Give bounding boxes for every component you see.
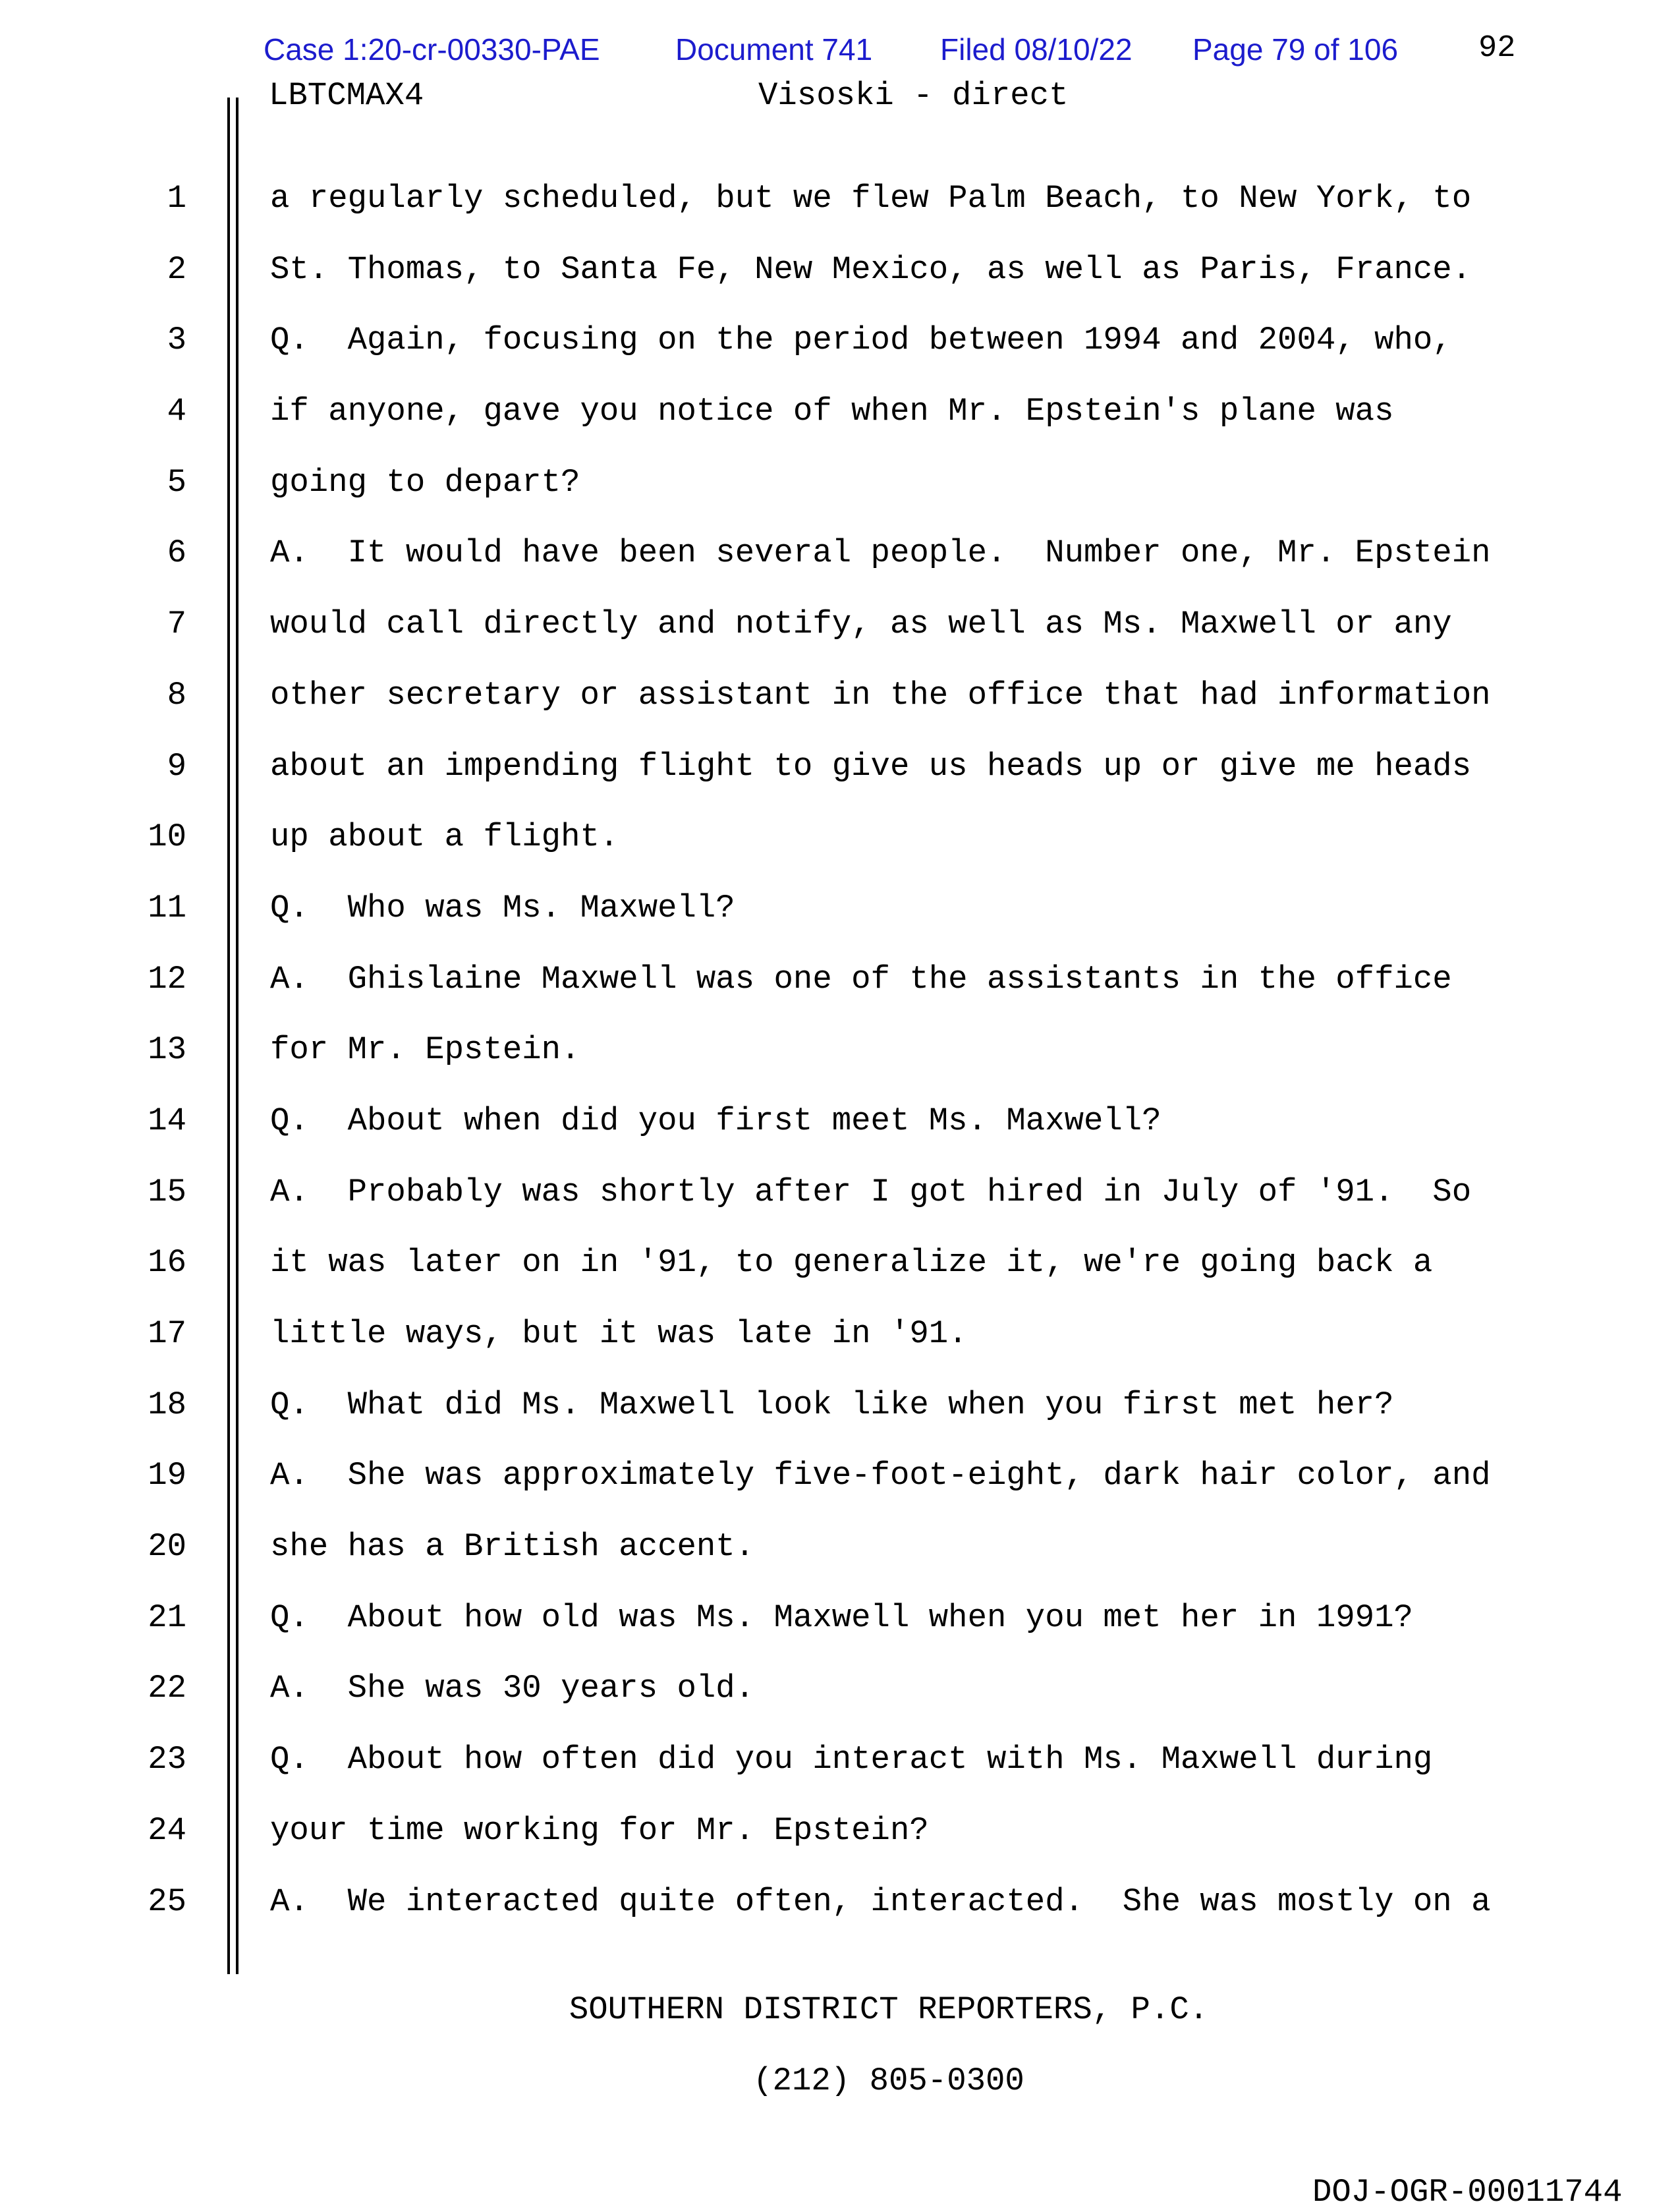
- page-of-stamp: Page 79 of 106: [1192, 32, 1399, 67]
- line-text: Q. About when did you first meet Ms. Maxwell?: [270, 1102, 1162, 1139]
- transcript-body: [0, 163, 1680, 1937]
- transcript-line: [0, 1867, 1680, 1938]
- line-text: A. We interacted quite often, interacted. She was mostly on a: [270, 1883, 1491, 1920]
- case-number-stamp: Case 1:20-cr-00330-PAE: [264, 32, 600, 67]
- bates-number: DOJ-OGR-00011744: [1312, 2174, 1623, 2211]
- line-text: Q. Again, focusing on the period between 1994 and 2004, who,: [270, 322, 1452, 359]
- transcript-line: [0, 1228, 1680, 1299]
- line-text: A. She was 30 years old.: [270, 1670, 755, 1707]
- line-number: 23: [148, 1741, 186, 1778]
- line-text: A. She was approximately five-foot-eight, dark hair color, and: [270, 1457, 1491, 1494]
- line-text: little ways, but it was late in '91.: [270, 1315, 968, 1352]
- line-text: going to depart?: [270, 463, 580, 501]
- line-text: would call directly and notify, as well as Ms. Maxwell or any: [270, 606, 1452, 643]
- transcript-line: [0, 447, 1680, 519]
- transcript-line: [0, 518, 1680, 589]
- transcript-line: [0, 1512, 1680, 1583]
- line-text: a regularly scheduled, but we flew Palm Beach, to New York, to: [270, 180, 1472, 217]
- line-number: 5: [167, 463, 186, 501]
- line-number: 6: [167, 534, 186, 572]
- line-text: it was later on in '91, to generalize it, we're going back a: [270, 1244, 1433, 1282]
- line-number: 22: [148, 1670, 186, 1707]
- transcript-line: [0, 1086, 1680, 1157]
- transcript-line: [0, 1583, 1680, 1654]
- line-text: St. Thomas, to Santa Fe, New Mexico, as well as Paris, France.: [270, 250, 1472, 288]
- line-number: 2: [167, 250, 186, 288]
- transcript-line: [0, 1299, 1680, 1370]
- line-number: 11: [148, 889, 186, 926]
- transcript-line: [0, 1724, 1680, 1796]
- transcript-line: [0, 660, 1680, 731]
- line-text: A. Probably was shortly after I got hired in July of '91. So: [270, 1173, 1472, 1210]
- transcript-line: [0, 873, 1680, 944]
- transcript-line: [0, 305, 1680, 376]
- line-text: A. It would have been several people. Number one, Mr. Epstein: [270, 534, 1491, 572]
- line-number: 24: [148, 1811, 186, 1849]
- line-number: 12: [148, 960, 186, 998]
- line-text: Q. Who was Ms. Maxwell?: [270, 889, 735, 926]
- reporter-name: SOUTHERN DISTRICT REPORTERS, P.C.: [569, 1991, 1209, 2028]
- line-text: if anyone, gave you notice of when Mr. Epstein's plane was: [270, 393, 1394, 430]
- line-text: about an impending flight to give us heads up or give me heads: [270, 747, 1472, 785]
- line-number: 3: [167, 322, 186, 359]
- transcript-page-number: 92: [1478, 31, 1516, 66]
- line-number: 21: [148, 1599, 186, 1636]
- transcript-line: [0, 802, 1680, 873]
- line-text: your time working for Mr. Epstein?: [270, 1811, 929, 1849]
- line-number: 16: [148, 1244, 186, 1282]
- line-number: 15: [148, 1173, 186, 1210]
- transcript-line: [0, 163, 1680, 235]
- document-number-stamp: Document 741: [675, 32, 873, 67]
- line-number: 25: [148, 1883, 186, 1920]
- line-number: 4: [167, 393, 186, 430]
- transcript-line: [0, 731, 1680, 803]
- transcript-line: [0, 944, 1680, 1015]
- line-text: other secretary or assistant in the office that had information: [270, 676, 1491, 714]
- line-text: Q. What did Ms. Maxwell look like when you first met her?: [270, 1386, 1394, 1423]
- reporter-phone: (212) 805-0300: [753, 2062, 1024, 2099]
- transcript-line: [0, 1440, 1680, 1512]
- line-number: 18: [148, 1386, 186, 1423]
- line-text: Q. About how often did you interact with Ms. Maxwell during: [270, 1741, 1433, 1778]
- transcript-line: [0, 1157, 1680, 1228]
- transcript-line: [0, 1653, 1680, 1724]
- line-number: 13: [148, 1031, 186, 1069]
- line-text: Q. About how old was Ms. Maxwell when you met her in 1991?: [270, 1599, 1413, 1636]
- line-number: 9: [167, 747, 186, 785]
- line-number: 7: [167, 606, 186, 643]
- transcript-line: [0, 1796, 1680, 1867]
- line-number: 1: [167, 180, 186, 217]
- line-text: she has a British accent.: [270, 1528, 755, 1566]
- filed-date-stamp: Filed 08/10/22: [940, 32, 1133, 67]
- line-text: A. Ghislaine Maxwell was one of the assistants in the office: [270, 960, 1452, 998]
- line-text: up about a flight.: [270, 818, 619, 856]
- transcript-line: [0, 376, 1680, 447]
- line-number: 17: [148, 1315, 186, 1352]
- line-number: 8: [167, 676, 186, 714]
- line-number: 20: [148, 1528, 186, 1566]
- line-number: 10: [148, 818, 186, 856]
- witness-direct-label: Visoski - direct: [758, 77, 1069, 114]
- transcript-line: [0, 235, 1680, 306]
- transcript-line: [0, 1370, 1680, 1441]
- line-text: for Mr. Epstein.: [270, 1031, 580, 1069]
- transcript-line: [0, 589, 1680, 660]
- session-id: LBTCMAX4: [269, 77, 424, 114]
- line-number: 19: [148, 1457, 186, 1494]
- transcript-line: [0, 1015, 1680, 1086]
- line-number: 14: [148, 1102, 186, 1139]
